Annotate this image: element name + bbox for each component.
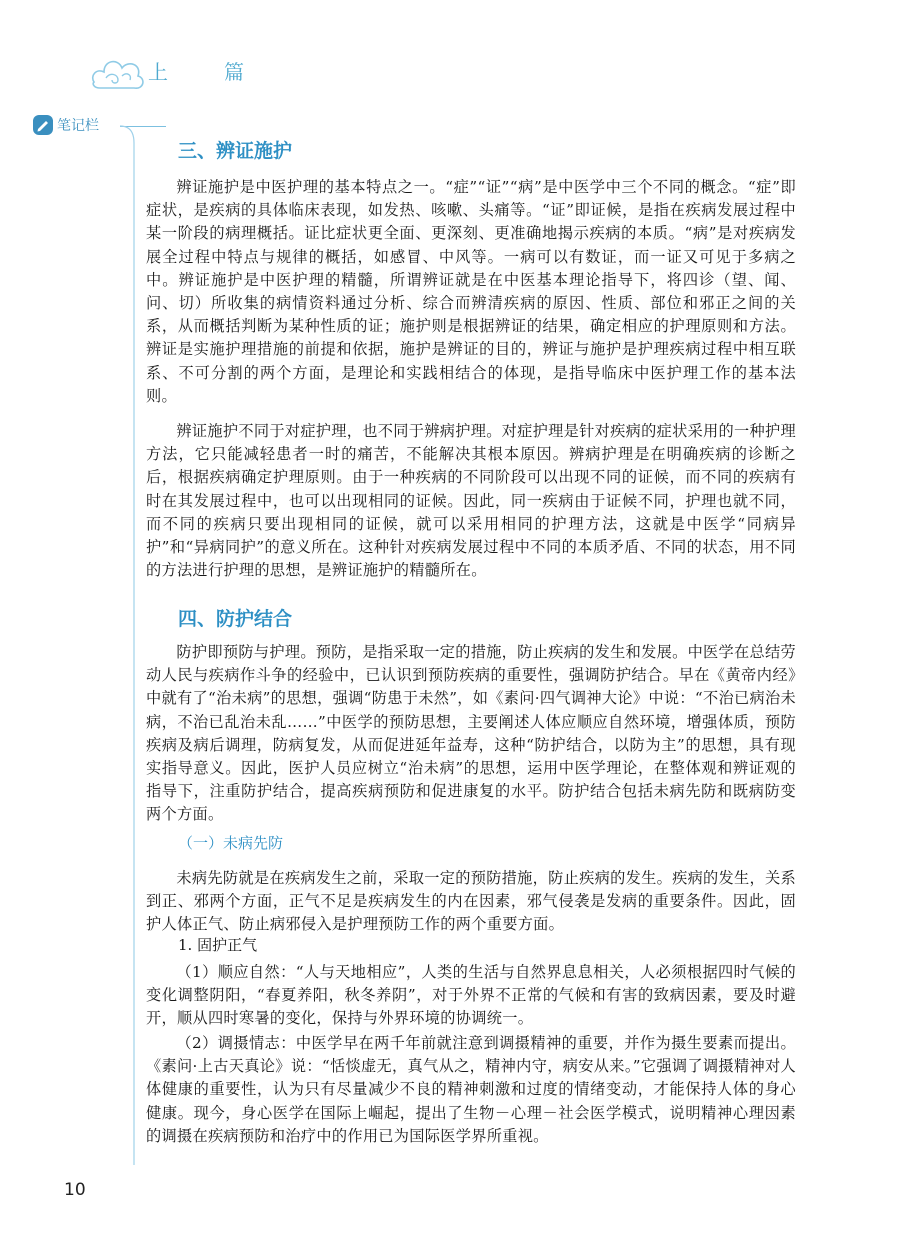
paragraph: 未病先防就是在疾病发生之前，采取一定的预防措施，防止疾病的发生。疾病的发生，关系到正、邪两个方面，正气不足是疾病发生的内在因素，邪气侵袭是发病的重要条件。因此，固护人体正气、防止病邪侵入是护理预防工作的两个重要方面。 [146,869,796,934]
list-item: （2）调摄情志：中医学早在两千年前就注意到调摄精神的重要，并作为摄生要素而提出。《素问·上古天真论》说：“恬惔虚无，真气从之，精神内守，病安从来。”它强调了调摄精神对人体健康的重要性，认为只有尽量减少不良的精神刺激和过度的情绪变动，才能保持人体的身心健康。现今，身心医学在国际上崛起，提出了生物－心理－社会医学模式，说明精神心理因素的调摄在疾病预防和治疗中的作用已为国际医学界所重视。 [146,1034,796,1145]
paragraph: 防护即预防与护理。预防，是指采取一定的措施，防止疾病的发生和发展。中医学在总结劳动人民与疾病作斗争的经验中，已认识到预防疾病的重要性，强调防护结合。早在《黄帝内经》中就有了“治未病”的思想，强调“防患于未然”，如《素问·四气调神大论》中说：“不治已病治未病，不治已乱治未乱……”中医学的预防思想，主要阐述人体应顺应自然环境，增强体质，预防疾病及病后调理，防病复发，从而促进延年益寿，这种“防护结合，以防为主”的思想，具有现实指导意义。因此，医护人员应树立“治未病”的思想，运用中医学理论，在整体观和辨证观的指导下，注重防护结合，提高疾病预防和促进康复的水平。防护结合包括未病先防和既病防变两个方面。 [146,643,796,824]
page-header [88,48,388,98]
pencil-icon [32,114,54,136]
notes-label: 笔记栏 [57,118,99,134]
section-title-4: 四、防护结合 [178,608,293,630]
margin-rule [120,125,140,1165]
paragraph: 辨证施护不同于对症护理，也不同于辨病护理。对症护理是针对疾病的症状采用的一种护理方法，它只能减轻患者一时的痛苦，不能解决其根本原因。辨病护理是在明确疾病的诊断之后，根据疾病确定护理原则。由于一种疾病的不同阶段可以出现不同的证候，而不同的疾病有时在其发展过程中，也可以出现相同的证候。因此，同一疾病由于证候不同，护理也就不同，而不同的疾病只要出现相同的证候，就可以采用相同的护理方法，这就是中医学“同病异护”和“异病同护”的意义所在。这种针对疾病发展过程中不同的本质矛盾、不同的状态，用不同的方法进行护理的思想，是辨证施护的精髓所在。 [146,422,796,580]
cloud-ornament-icon [88,48,148,98]
page-number: 10 [64,1180,86,1200]
list-item: （1）顺应自然：“人与天地相应”，人类的生活与自然界息息相关，人必须根据四时气候的变化调整阴阳，“春夏养阳，秋冬养阴”，对于外界不正常的气候和有害的致病因素，要及时避开，顺从四时寒暑的变化，保持与外界环境的协调统一。 [146,963,796,1028]
section-title-3: 三、辨证施护 [178,140,293,162]
paragraph: 辨证施护是中医护理的基本特点之一。“症”“证”“病”是中医学中三个不同的概念。“症”即症状，是疾病的具体临床表现，如发热、咳嗽、头痛等。“证”即证候，是指在疾病发展过程中某一阶段的病理概括。证比症状更全面、更深刻、更准确地揭示疾病的本质。“病”是对疾病发展全过程中特点与规律的概括，如感冒、中风等。一病可以有数证，而一证又可见于多病之中。辨证施护是中医护理的精髓，所谓辨证就是在中医基本理论指导下，将四诊（望、闻、问、切）所收集的病情资料通过分析、综合而辨清疾病的原因、性质、部位和邪正之间的关系，从而概括判断为某种性质的证；施护则是根据辨证的结果，确定相应的护理原则和方法。辨证是实施护理措施的前提和依据，施护是辨证的目的，辨证与施护是护理疾病过程中相互联系、不可分割的两个方面，是理论和实践相结合的体现，是指导临床中医护理工作的基本法则。 [146,178,796,405]
sub-subsection-title: 1. 固护正气 [178,936,258,954]
section-label: 上 篇 [148,60,262,84]
subsection-title: （一）未病先防 [178,834,284,852]
